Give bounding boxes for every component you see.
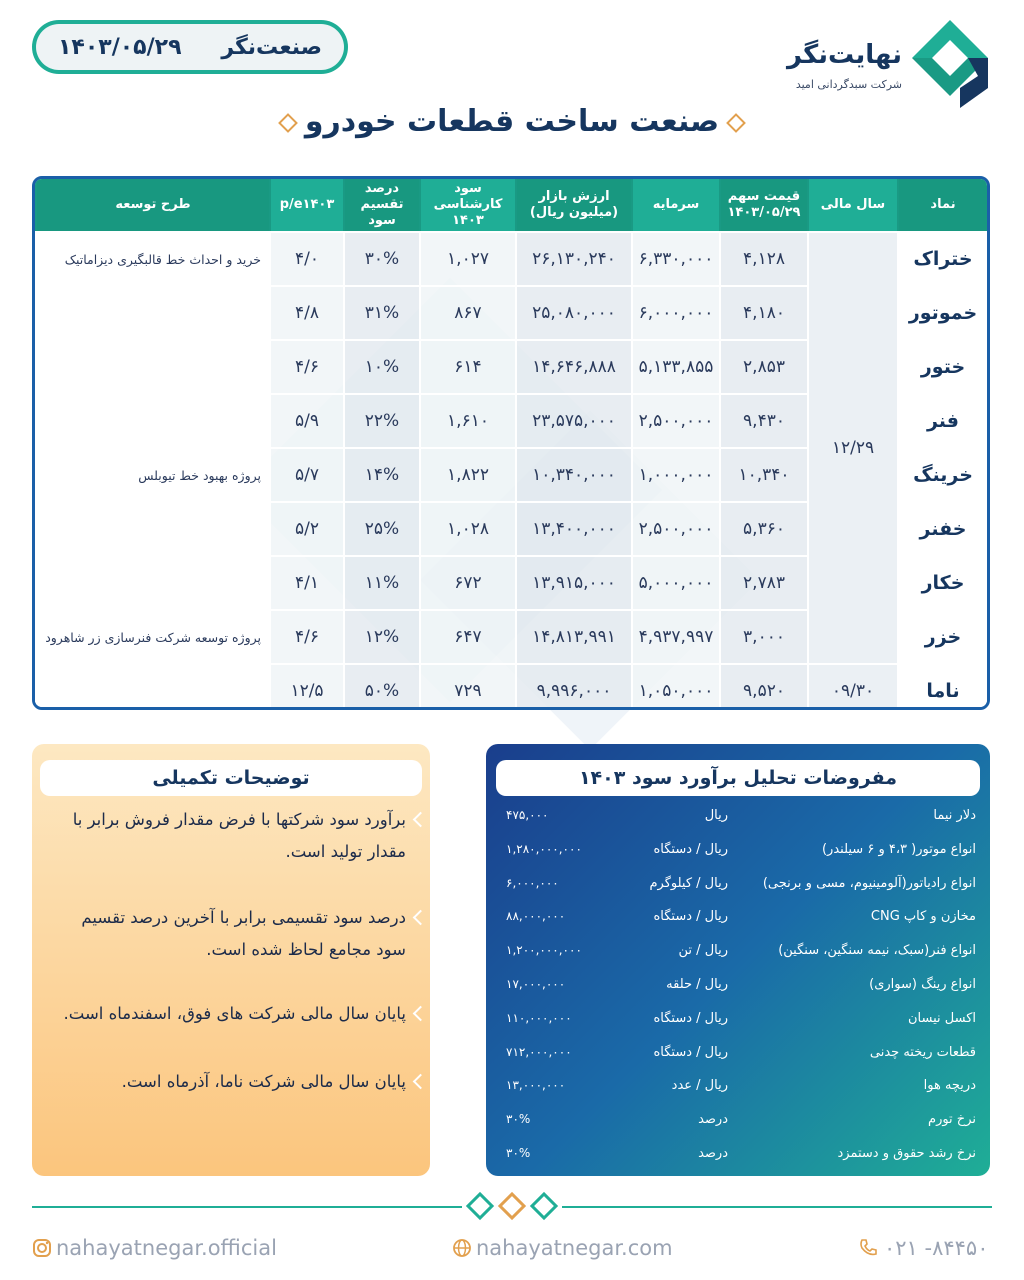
- assumption-unit: ریال / عدد: [671, 1078, 728, 1094]
- cell-capital: ۴,۹۳۷,۹۹۷: [631, 609, 719, 663]
- assumption-value: ۱۷,۰۰۰,۰۰۰: [506, 977, 566, 991]
- cell-capital: ۵,۰۰۰,۰۰۰: [631, 555, 719, 609]
- cell-capital: ۵,۱۳۳,۸۵۵: [631, 339, 719, 393]
- cell-symbol: فنر: [897, 393, 987, 447]
- instagram-icon: [32, 1238, 52, 1258]
- assumption-name: نرخ رشد حقوق و دستمزد: [837, 1146, 976, 1161]
- assumption-name: انواع رینگ (سواری): [869, 977, 976, 992]
- assumption-unit: درصد: [698, 1146, 728, 1161]
- assumption-name: انواع رادیاتور(آلومینیوم، مسی و برنجی): [762, 875, 976, 891]
- cell-symbol: ناما: [897, 663, 987, 710]
- cell-profit: ۱,۰۲۸: [419, 501, 515, 555]
- cell-capital: ۶,۳۳۰,۰۰۰: [631, 231, 719, 285]
- note-item: پایان سال مالی شرکت های فوق، اسفندماه است.: [54, 998, 414, 1030]
- cell-capital: ۱,۰۰۰,۰۰۰: [631, 447, 719, 501]
- cell-symbol: خفنر: [897, 501, 987, 555]
- cell-price: ۳,۰۰۰: [719, 609, 807, 663]
- cell-plan: پروژه توسعه شرکت فنرسازی زر شاهرود: [35, 609, 269, 663]
- cell-market-cap: ۲۳,۵۷۵,۰۰۰: [515, 393, 631, 447]
- assumption-unit: درصد: [698, 1112, 728, 1128]
- cell-market-cap: ۱۴,۸۱۳,۹۹۱: [515, 609, 631, 663]
- col-header-pe: p/e۱۴۰۳: [269, 179, 343, 231]
- diamond-ornament-icon: [498, 1192, 526, 1220]
- cell-dividend: ۱۲%: [343, 609, 419, 663]
- cell-dividend: ۱۱%: [343, 555, 419, 609]
- assumption-value: ۶,۰۰۰,۰۰۰: [506, 875, 559, 890]
- footer-divider: [32, 1206, 462, 1208]
- diamond-ornament-icon: [726, 113, 746, 133]
- phone-number[interactable]: ۰۲۱ -۸۴۴۵۰: [884, 1236, 989, 1260]
- brand-subtitle: شرکت سبدگردانی امید: [795, 78, 902, 91]
- assumption-name: اکسل نیسان: [907, 1010, 976, 1026]
- diamond-ornament-icon: [278, 113, 298, 133]
- cell-pe: ۴/۶: [269, 609, 343, 663]
- note-item: پایان سال مالی شرکت ناما، آذرماه است.: [54, 1066, 414, 1098]
- assumption-row: [506, 876, 976, 896]
- assumption-unit: ریال / تن: [678, 943, 728, 959]
- cell-profit: ۱,۶۱۰: [419, 393, 515, 447]
- cell-profit: ۱,۰۲۷: [419, 231, 515, 285]
- assumption-name: قطعات ریخته چدنی: [869, 1044, 976, 1060]
- cell-plan: خرید و احداث خط قالبگیری دیزاماتیک: [35, 231, 269, 285]
- assumption-unit: ریال / دستگاه: [653, 1044, 728, 1060]
- notes-panel: [32, 744, 430, 1176]
- cell-price: ۵,۳۶۰: [719, 501, 807, 555]
- cell-pe: ۴/۸: [269, 285, 343, 339]
- assumptions-panel: [486, 744, 990, 1176]
- assumption-row: [506, 842, 976, 862]
- phone-icon: [858, 1238, 878, 1258]
- assumption-value: ۱۱۰,۰۰۰,۰۰۰: [506, 1010, 572, 1025]
- cell-profit: ۱,۸۲۲: [419, 447, 515, 501]
- notes-title: توضیحات تکمیلی: [40, 760, 422, 796]
- note-item: درصد سود تقسیمی برابر با آخرین درصد تقسیم سود مجامع لحاظ شده است.: [54, 902, 414, 966]
- cell-symbol: خکار: [897, 555, 987, 609]
- cell-pe: ۱۲/۵: [269, 663, 343, 710]
- cell-symbol: خزر: [897, 609, 987, 663]
- table-row: [35, 663, 987, 710]
- brand-name: نهایت‌نگر: [786, 40, 902, 70]
- cell-dividend: ۳۱%: [343, 285, 419, 339]
- cell-profit: ۷۲۹: [419, 663, 515, 710]
- assumption-row: [506, 1045, 976, 1065]
- cell-profit: ۶۴۷: [419, 609, 515, 663]
- cell-price: ۱۰,۳۴۰: [719, 447, 807, 501]
- cell-profit: ۸۶۷: [419, 285, 515, 339]
- col-header-dividend: درصد تقسیم سود: [343, 179, 419, 231]
- cell-pe: ۴/۱: [269, 555, 343, 609]
- date-badge: [32, 20, 348, 74]
- cell-price: ۴,۱۲۸: [719, 231, 807, 285]
- assumption-name: دریچه هوا: [923, 1078, 976, 1094]
- note-item: برآورد سود شرکتها با فرض مقدار فروش برابر با مقدار تولید است.: [54, 804, 414, 868]
- cell-profit: ۶۱۴: [419, 339, 515, 393]
- assumption-value: ۸۸,۰۰۰,۰۰۰: [506, 909, 566, 924]
- assumption-value: ۴۷۵,۰۰۰: [506, 808, 549, 822]
- assumption-row: [506, 1146, 976, 1166]
- cell-dividend: ۱۰%: [343, 339, 419, 393]
- assumption-row: [506, 943, 976, 963]
- assumption-unit: ریال / دستگاه: [653, 1010, 728, 1026]
- footer-divider: [562, 1206, 992, 1208]
- assumption-row: [506, 977, 976, 997]
- cell-plan: [35, 501, 269, 555]
- assumption-name: دلار نیما: [933, 808, 976, 823]
- col-header-plan: طرح توسعه: [35, 179, 269, 231]
- assumption-unit: ریال / دستگاه: [653, 909, 728, 925]
- assumption-value: ۳۰%: [506, 1112, 531, 1127]
- cell-capital: ۶,۰۰۰,۰۰۰: [631, 285, 719, 339]
- cell-pe: ۴/۰: [269, 231, 343, 285]
- cell-market-cap: ۱۴,۶۴۶,۸۸۸: [515, 339, 631, 393]
- assumption-unit: ریال: [704, 808, 728, 823]
- cell-pe: ۴/۶: [269, 339, 343, 393]
- assumption-row: [506, 1078, 976, 1098]
- cell-fiscal-year: ۰۹/۳۰: [807, 663, 897, 710]
- cell-plan: [35, 393, 269, 447]
- cell-market-cap: ۹,۹۹۶,۰۰۰: [515, 663, 631, 710]
- cell-dividend: ۵۰%: [343, 663, 419, 710]
- col-header-price: قیمت سهم ۱۴۰۳/۰۵/۲۹: [719, 179, 807, 231]
- cell-plan: پروژه بهبود خط تیوبلس: [35, 447, 269, 501]
- cell-plan: [35, 555, 269, 609]
- cell-capital: ۲,۵۰۰,۰۰۰: [631, 393, 719, 447]
- cell-market-cap: ۱۳,۹۱۵,۰۰۰: [515, 555, 631, 609]
- badge-title: صنعت‌نگر: [221, 34, 322, 60]
- assumptions-title: مفروضات تحلیل برآورد سود ۱۴۰۳: [496, 760, 980, 796]
- assumption-name: نرخ تورم: [928, 1112, 976, 1128]
- diamond-ornament-icon: [466, 1192, 494, 1220]
- globe-icon: [452, 1238, 472, 1258]
- cell-price: ۴,۱۸۰: [719, 285, 807, 339]
- assumption-value: ۱,۲۸۰,۰۰۰,۰۰۰: [506, 841, 582, 856]
- col-header-fiscal-year: سال مالی: [807, 179, 897, 231]
- diamond-ornament-icon: [530, 1192, 558, 1220]
- cell-dividend: ۲۵%: [343, 501, 419, 555]
- cell-profit: ۶۷۲: [419, 555, 515, 609]
- assumption-value: ۷۱۲,۰۰۰,۰۰۰: [506, 1044, 572, 1059]
- brand-block: [786, 14, 990, 104]
- assumption-row: [506, 1011, 976, 1031]
- website-link[interactable]: nahayatnegar.com: [476, 1236, 673, 1260]
- cell-dividend: ۳۰%: [343, 231, 419, 285]
- cell-capital: ۱,۰۵۰,۰۰۰: [631, 663, 719, 710]
- cell-market-cap: ۱۳,۴۰۰,۰۰۰: [515, 501, 631, 555]
- assumption-row: [506, 1112, 976, 1132]
- assumption-name: انواع فنر(سبک، نیمه سنگین، سنگین): [778, 943, 976, 959]
- assumption-unit: ریال / حلقه: [666, 977, 728, 992]
- assumption-unit: ریال / دستگاه: [653, 841, 728, 857]
- cell-plan: [35, 339, 269, 393]
- col-header-capital: سرمایه: [631, 179, 719, 231]
- badge-date: ۱۴۰۳/۰۵/۲۹: [58, 34, 182, 60]
- cell-pe: ۵/۹: [269, 393, 343, 447]
- cell-symbol: ختور: [897, 339, 987, 393]
- col-header-profit: سود کارشناسی ۱۴۰۳: [419, 179, 515, 231]
- cell-price: ۲,۸۵۳: [719, 339, 807, 393]
- cell-pe: ۵/۷: [269, 447, 343, 501]
- cell-dividend: ۲۲%: [343, 393, 419, 447]
- table-header-row: [35, 179, 987, 231]
- page-title: صنعت ساخت قطعات خودرو: [0, 104, 1024, 139]
- cell-symbol: خموتور: [897, 285, 987, 339]
- instagram-handle[interactable]: nahayatnegar.official: [56, 1236, 277, 1260]
- col-header-market-cap: ارزش بازار (میلیون ریال): [515, 179, 631, 231]
- assumption-value: ۱,۲۰۰,۰۰۰,۰۰۰: [506, 943, 582, 958]
- assumption-name: مخازن و کاپ CNG: [870, 909, 976, 925]
- cell-price: ۹,۵۲۰: [719, 663, 807, 710]
- cell-market-cap: ۲۶,۱۳۰,۲۴۰: [515, 231, 631, 285]
- assumption-row: [506, 808, 976, 828]
- col-header-symbol: نماد: [897, 179, 987, 231]
- cell-plan: [35, 285, 269, 339]
- cell-plan: [35, 663, 269, 710]
- cell-market-cap: ۲۵,۰۸۰,۰۰۰: [515, 285, 631, 339]
- cell-pe: ۵/۲: [269, 501, 343, 555]
- brand-logo-icon: [910, 18, 990, 108]
- stocks-table: [32, 176, 990, 710]
- cell-market-cap: ۱۰,۳۴۰,۰۰۰: [515, 447, 631, 501]
- table-row: [35, 231, 987, 285]
- cell-price: ۹,۴۳۰: [719, 393, 807, 447]
- cell-capital: ۲,۵۰۰,۰۰۰: [631, 501, 719, 555]
- cell-dividend: ۱۴%: [343, 447, 419, 501]
- assumption-value: ۱۳,۰۰۰,۰۰۰: [506, 1078, 566, 1093]
- cell-fiscal-year: ۱۲/۲۹: [807, 231, 897, 663]
- cell-symbol: ختراک: [897, 231, 987, 285]
- assumption-name: انواع موتور( ۴،۳ و ۶ سیلندر): [821, 841, 976, 857]
- assumption-row: [506, 909, 976, 929]
- assumption-value: ۳۰%: [506, 1146, 531, 1160]
- cell-symbol: خرینگ: [897, 447, 987, 501]
- assumption-unit: ریال / کیلوگرم: [649, 875, 728, 891]
- cell-price: ۲,۷۸۳: [719, 555, 807, 609]
